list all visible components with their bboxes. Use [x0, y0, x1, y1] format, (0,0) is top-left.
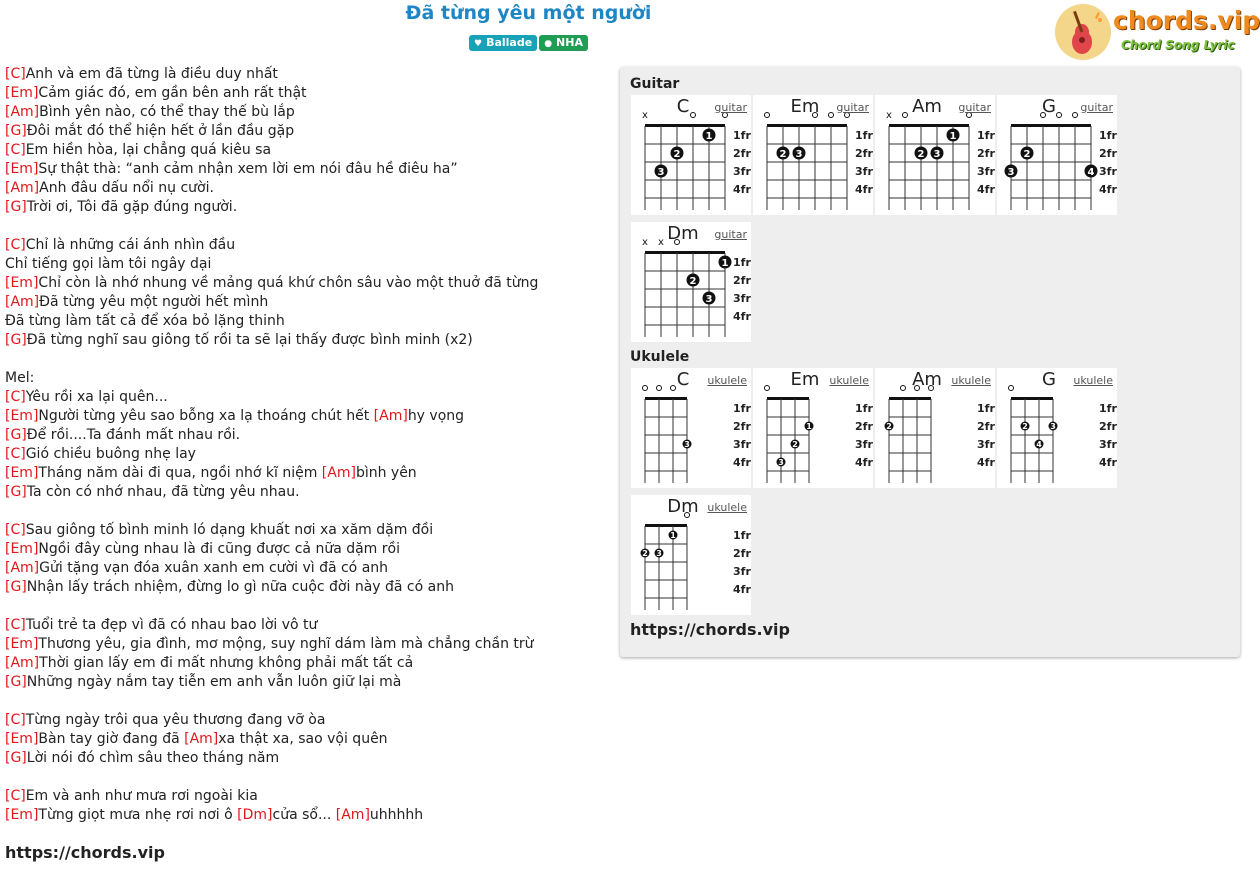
fret-label: 4fr	[733, 456, 751, 469]
guitar-chord-card-em[interactable]	[753, 95, 873, 215]
lyric-line	[5, 445, 610, 464]
blank-line	[5, 768, 610, 787]
lyric-text: Đã từng yêu một người hết mình	[39, 294, 269, 310]
lyric-text: Chỉ còn là nhớ nhung về mảng quá khứ chôn sâu vào một thuở đã từng	[38, 275, 539, 291]
lyric-line	[5, 616, 610, 635]
chord-marker[interactable]: [C]	[5, 788, 26, 804]
chord-marker[interactable]: [Em]	[5, 161, 39, 177]
lyric-text: Em hiền hòa, lại chẳng quá kiêu sa	[25, 142, 272, 158]
guitar-chord-card-c[interactable]	[631, 95, 751, 215]
lyric-text: hy vọng	[407, 408, 465, 424]
chord-marker[interactable]: [Am]	[5, 180, 40, 196]
finger-number: 2	[1022, 422, 1028, 431]
lyric-text: Đã từng nghĩ sau giông tố rồi ta sẽ lại thấy được bình minh (x2)	[26, 332, 473, 348]
lyric-line	[5, 749, 610, 768]
chord-marker[interactable]: [G]	[5, 332, 27, 348]
chord-name: C	[676, 369, 690, 390]
lyric-text: Người từng yêu sao bỗng xa lạ thoáng chút hết	[38, 408, 374, 424]
instrument-link[interactable]: guitar	[714, 228, 747, 241]
lyric-line	[5, 65, 610, 84]
instrument-link[interactable]: ukulele	[707, 374, 747, 387]
guitar-chord-card-am[interactable]	[875, 95, 995, 215]
lyric-text: Trời ơi, Tôi đã gặp đúng người.	[26, 199, 238, 215]
fret-label: 1fr	[1099, 402, 1117, 415]
lyric-line	[5, 293, 610, 312]
fret-label: 2fr	[855, 147, 873, 160]
lyric-line	[5, 787, 610, 806]
lyric-line	[5, 388, 610, 407]
lyric-line	[5, 635, 610, 654]
lyric-line	[5, 426, 610, 445]
lyric-text: Em và anh như mưa rơi ngoài kia	[25, 788, 258, 804]
finger-number: 3	[1050, 422, 1056, 431]
ukulele-chord-card-g[interactable]	[997, 368, 1117, 488]
logo-tagline: Chord Song Lyric	[1121, 38, 1235, 52]
fret-label: 1fr	[977, 402, 995, 415]
chord-marker[interactable]: [G]	[5, 123, 27, 139]
chord-name: Dm	[667, 223, 699, 244]
ukulele-chord-card-em[interactable]	[753, 368, 873, 488]
chord-marker[interactable]: [G]	[5, 484, 27, 500]
muted-string-mark: x	[658, 237, 664, 248]
fret-label: 2fr	[855, 420, 873, 433]
fret-label: 3fr	[977, 438, 995, 451]
instrument-link[interactable]: guitar	[958, 101, 991, 114]
lyric-line	[5, 730, 610, 749]
nut-line	[645, 397, 687, 400]
chord-marker[interactable]: [Em]	[5, 541, 39, 557]
lyric-text: Bình yên nào, có thể thay thế bù lắp	[39, 104, 295, 120]
finger-number: 2	[689, 276, 697, 287]
lyric-text: Lời nói đó chìm sâu theo tháng năm	[26, 750, 280, 766]
finger-number: 2	[673, 149, 681, 160]
muted-string-mark: x	[642, 237, 648, 248]
fret-label: 1fr	[733, 129, 751, 142]
user-icon: ●	[544, 39, 553, 49]
chord-name: G	[1042, 369, 1056, 390]
fret-label: 3fr	[855, 165, 873, 178]
lyric-text: xa thật xa, sao vội quên	[218, 731, 388, 747]
ukulele-chord-card-am[interactable]	[875, 368, 995, 488]
fret-label: 1fr	[1099, 129, 1117, 142]
blank-line	[5, 350, 610, 369]
finger-number: 1	[806, 422, 812, 431]
lyric-line	[5, 141, 610, 160]
finger-number: 3	[684, 440, 690, 449]
lyric-text: Từng giọt mưa nhẹ rơi nơi ô	[38, 807, 238, 823]
chord-marker[interactable]: [C]	[5, 522, 26, 538]
lyric-text: Tháng năm dài đi qua, ngồi nhớ kĩ niệm	[38, 465, 322, 481]
instrument-link[interactable]: guitar	[714, 101, 747, 114]
fret-label: 3fr	[855, 438, 873, 451]
finger-number: 3	[705, 294, 713, 305]
lyric-text: uhhhhh	[369, 807, 424, 823]
lyric-text: Đôi mắt đó thể hiện hết ở lần đầu gặp	[26, 123, 295, 139]
instrument-link[interactable]: ukulele	[707, 501, 747, 514]
site-logo[interactable]	[1053, 2, 1260, 64]
nut-line	[1011, 124, 1091, 127]
finger-number: 1	[705, 131, 713, 142]
lyric-line	[5, 160, 610, 179]
fret-label: 1fr	[733, 402, 751, 415]
lyric-line	[5, 84, 610, 103]
chord-marker[interactable]: [Am]	[321, 465, 356, 481]
lyric-text: Thương yêu, gia đình, mơ mộng, suy nghĩ dám làm mà chẳng chần trừ	[38, 636, 534, 652]
chord-marker[interactable]: [C]	[5, 142, 26, 158]
chord-marker[interactable]: [Am]	[373, 408, 408, 424]
chord-marker[interactable]: [Em]	[5, 636, 39, 652]
finger-number: 3	[778, 458, 784, 467]
fret-label: 2fr	[733, 147, 751, 160]
fret-label: 1fr	[855, 129, 873, 142]
fret-label: 1fr	[977, 129, 995, 142]
finger-number: 1	[721, 258, 729, 269]
nut-line	[767, 124, 847, 127]
lyric-text: Bàn tay giờ đang đã	[38, 731, 185, 747]
ukulele-chord-card-dm[interactable]	[631, 495, 751, 615]
fret-label: 2fr	[733, 274, 751, 287]
lyric-line	[5, 654, 610, 673]
lyric-line	[5, 312, 610, 331]
lyric-text: Yêu rồi xa lại quên...	[25, 389, 168, 405]
lyric-line	[5, 179, 610, 198]
nut-line	[645, 251, 725, 254]
lyric-line	[5, 711, 610, 730]
finger-number: 4	[1036, 440, 1042, 449]
fret-label: 4fr	[977, 183, 995, 196]
finger-number: 2	[779, 149, 787, 160]
fret-label: 4fr	[1099, 456, 1117, 469]
song-title: Đã từng yêu một người	[405, 2, 652, 24]
finger-number: 4	[1087, 167, 1095, 178]
fret-label: 3fr	[1099, 438, 1117, 451]
finger-number: 3	[795, 149, 803, 160]
lyric-line	[5, 198, 610, 217]
chord-marker[interactable]: [Em]	[5, 408, 39, 424]
muted-string-mark: x	[886, 110, 892, 121]
lyric-line	[5, 540, 610, 559]
lyric-text: Ngồi đây cùng nhau là đi cũng được cả nữa dặm rồi	[38, 541, 400, 557]
instrument-link[interactable]: ukulele	[1073, 374, 1113, 387]
lyric-line	[5, 521, 610, 540]
lyric-line	[5, 483, 610, 502]
chord-marker[interactable]: [Em]	[5, 275, 39, 291]
fret-label: 1fr	[733, 256, 751, 269]
guitar-chord-card-g[interactable]	[997, 95, 1117, 215]
lyric-text: Nhận lấy trách nhiệm, đừng lo gì nữa cuộc đời này đã có anh	[26, 579, 454, 595]
finger-number: 3	[656, 549, 662, 558]
instrument-link[interactable]: ukulele	[829, 374, 869, 387]
lyric-line	[5, 122, 610, 141]
blank-line	[5, 692, 610, 711]
lyric-text: Từng ngày trôi qua yêu thương đang vỡ òa	[25, 712, 326, 728]
fret-label: 4fr	[977, 456, 995, 469]
fret-label: 2fr	[977, 147, 995, 160]
instrument-link[interactable]: ukulele	[951, 374, 991, 387]
lyric-line	[5, 806, 610, 825]
chord-marker[interactable]: [Am]	[5, 560, 40, 576]
lyric-text: Chỉ tiếng gọi làm tôi ngây dại	[5, 256, 212, 272]
heart-icon: ♥	[474, 39, 483, 49]
lyric-line	[5, 331, 610, 350]
logo-name: chords.vip	[1113, 6, 1260, 35]
fret-label: 3fr	[977, 165, 995, 178]
lyric-text: bình yên	[355, 465, 417, 481]
chord-name: C	[676, 96, 690, 117]
fret-label: 4fr	[733, 310, 751, 323]
lyric-line	[5, 274, 610, 293]
lyric-line	[5, 464, 610, 483]
lyric-line	[5, 559, 610, 578]
genre-label: Ballade	[486, 36, 533, 49]
instrument-link[interactable]: guitar	[1080, 101, 1113, 114]
lyric-text: cửa sổ...	[272, 807, 336, 823]
panel-footer-url[interactable]: https://chords.vip	[630, 620, 790, 639]
lyric-text: Sau giông tố bình minh ló dạng khuất nơi xa xăm dặm đồi	[25, 522, 434, 538]
blank-line	[5, 217, 610, 236]
chord-marker[interactable]: [G]	[5, 579, 27, 595]
chord-name: Em	[790, 369, 820, 390]
fret-label: 3fr	[733, 438, 751, 451]
fret-label: 4fr	[1099, 183, 1117, 196]
finger-number: 2	[1023, 149, 1031, 160]
blank-line	[5, 597, 610, 616]
ukulele-chord-card-c[interactable]	[631, 368, 751, 488]
lyric-line	[5, 255, 610, 274]
finger-number: 2	[917, 149, 925, 160]
chord-marker[interactable]: [G]	[5, 427, 27, 443]
fret-label: 2fr	[733, 420, 751, 433]
chord-marker[interactable]: [C]	[5, 446, 26, 462]
chord-marker[interactable]: [Am]	[5, 294, 40, 310]
nut-line	[767, 397, 809, 400]
ukulele-section-title: Ukulele	[630, 349, 690, 365]
chord-marker[interactable]: [Am]	[5, 655, 40, 671]
fret-label: 4fr	[855, 456, 873, 469]
finger-number: 3	[657, 167, 665, 178]
lyric-text: Tuổi trẻ ta đẹp vì đã có nhau bao lời vô tư	[25, 617, 318, 633]
fret-label: 3fr	[1099, 165, 1117, 178]
artist-label: NHA	[556, 36, 583, 49]
chord-marker[interactable]: [C]	[5, 389, 26, 405]
chord-marker[interactable]: [Am]	[5, 104, 40, 120]
fret-label: 2fr	[977, 420, 995, 433]
chord-marker[interactable]: [Em]	[5, 807, 39, 823]
guitar-section-title: Guitar	[630, 76, 680, 92]
chord-marker[interactable]: [Am]	[184, 731, 219, 747]
nut-line	[645, 524, 687, 527]
chord-name: Dm	[667, 496, 699, 517]
lyric-line	[5, 407, 610, 426]
chord-marker[interactable]: [Em]	[5, 731, 39, 747]
chord-marker[interactable]: [G]	[5, 199, 27, 215]
lyric-text: Sự thật thà: “anh cảm nhận xem lời em nói đâu hề điêu ha”	[38, 161, 458, 177]
chord-name: Em	[790, 96, 820, 117]
lyric-text: Gửi tặng vạn đóa xuân xanh em cười vì đã có anh	[39, 560, 389, 576]
finger-number: 2	[792, 440, 798, 449]
lyric-text: Anh và em đã từng là điều duy nhất	[25, 66, 278, 82]
fret-label: 2fr	[1099, 147, 1117, 160]
lyric-line	[5, 369, 610, 388]
finger-number: 3	[1007, 167, 1015, 178]
lyric-text: Anh đâu dấu nổi nụ cười.	[39, 180, 214, 196]
nut-line	[645, 124, 725, 127]
fret-label: 4fr	[733, 583, 751, 596]
nut-line	[889, 124, 969, 127]
fret-label: 2fr	[733, 547, 751, 560]
lyric-text: Để rồi....Ta đánh mất nhau rồi.	[26, 427, 241, 443]
fret-label: 1fr	[733, 529, 751, 542]
fret-label: 1fr	[855, 402, 873, 415]
finger-number: 1	[670, 531, 676, 540]
lyric-line	[5, 103, 610, 122]
guitar-chord-card-dm[interactable]	[631, 222, 751, 342]
chord-marker[interactable]: [C]	[5, 617, 26, 633]
finger-number: 2	[886, 422, 892, 431]
lyric-text: Mel:	[5, 370, 35, 386]
lyric-line	[5, 236, 610, 255]
fret-label: 3fr	[733, 165, 751, 178]
lyric-text: Chỉ là những cái ánh nhìn đầu	[25, 237, 236, 253]
finger-number: 2	[642, 549, 648, 558]
guitar-logo-icon	[1055, 4, 1111, 60]
chord-marker[interactable]: [G]	[5, 674, 27, 690]
nut-line	[1011, 397, 1053, 400]
fret-label: 2fr	[1099, 420, 1117, 433]
chord-marker[interactable]: [Em]	[5, 85, 39, 101]
chord-name: Am	[912, 96, 942, 117]
lyric-line	[5, 578, 610, 597]
lyric-text: Gió chiều buông nhẹ lay	[25, 446, 196, 462]
lyric-text: Ta còn có nhớ nhau, đã từng yêu nhau.	[26, 484, 300, 500]
chord-marker[interactable]: [C]	[5, 237, 26, 253]
finger-number: 3	[933, 149, 941, 160]
chord-panel	[620, 67, 1240, 657]
chord-name: Am	[912, 369, 942, 390]
lyric-text: Cảm giác đó, em gần bên anh rất thật	[38, 85, 307, 101]
artist-tag[interactable]	[539, 35, 588, 51]
lyrics-body	[5, 65, 610, 825]
nut-line	[889, 397, 931, 400]
lyric-text: Thời gian lấy em đi mất nhưng không phải mất tất cả	[39, 655, 414, 671]
lyrics-footer-url[interactable]: https://chords.vip	[5, 843, 165, 862]
fret-label: 4fr	[733, 183, 751, 196]
fret-label: 3fr	[733, 565, 751, 578]
song-tags	[0, 35, 1057, 51]
chord-marker[interactable]: [Dm]	[237, 807, 273, 823]
blank-line	[5, 502, 610, 521]
finger-number: 1	[949, 131, 957, 142]
chord-marker[interactable]: [G]	[5, 750, 27, 766]
chord-marker[interactable]: [C]	[5, 712, 26, 728]
lyric-text: Những ngày nắm tay tiễn em anh vẫn luôn giữ lại mà	[26, 674, 402, 690]
fret-label: 4fr	[855, 183, 873, 196]
instrument-link[interactable]: guitar	[836, 101, 869, 114]
chord-marker[interactable]: [Am]	[335, 807, 370, 823]
lyric-line	[5, 673, 610, 692]
chord-marker[interactable]: [Em]	[5, 465, 39, 481]
muted-string-mark: x	[642, 110, 648, 121]
chord-name: G	[1042, 96, 1056, 117]
chord-marker[interactable]: [C]	[5, 66, 26, 82]
fret-label: 3fr	[733, 292, 751, 305]
lyric-text: Đã từng làm tất cả để xóa bỏ lặng thinh	[5, 313, 285, 329]
genre-tag[interactable]	[469, 35, 537, 51]
